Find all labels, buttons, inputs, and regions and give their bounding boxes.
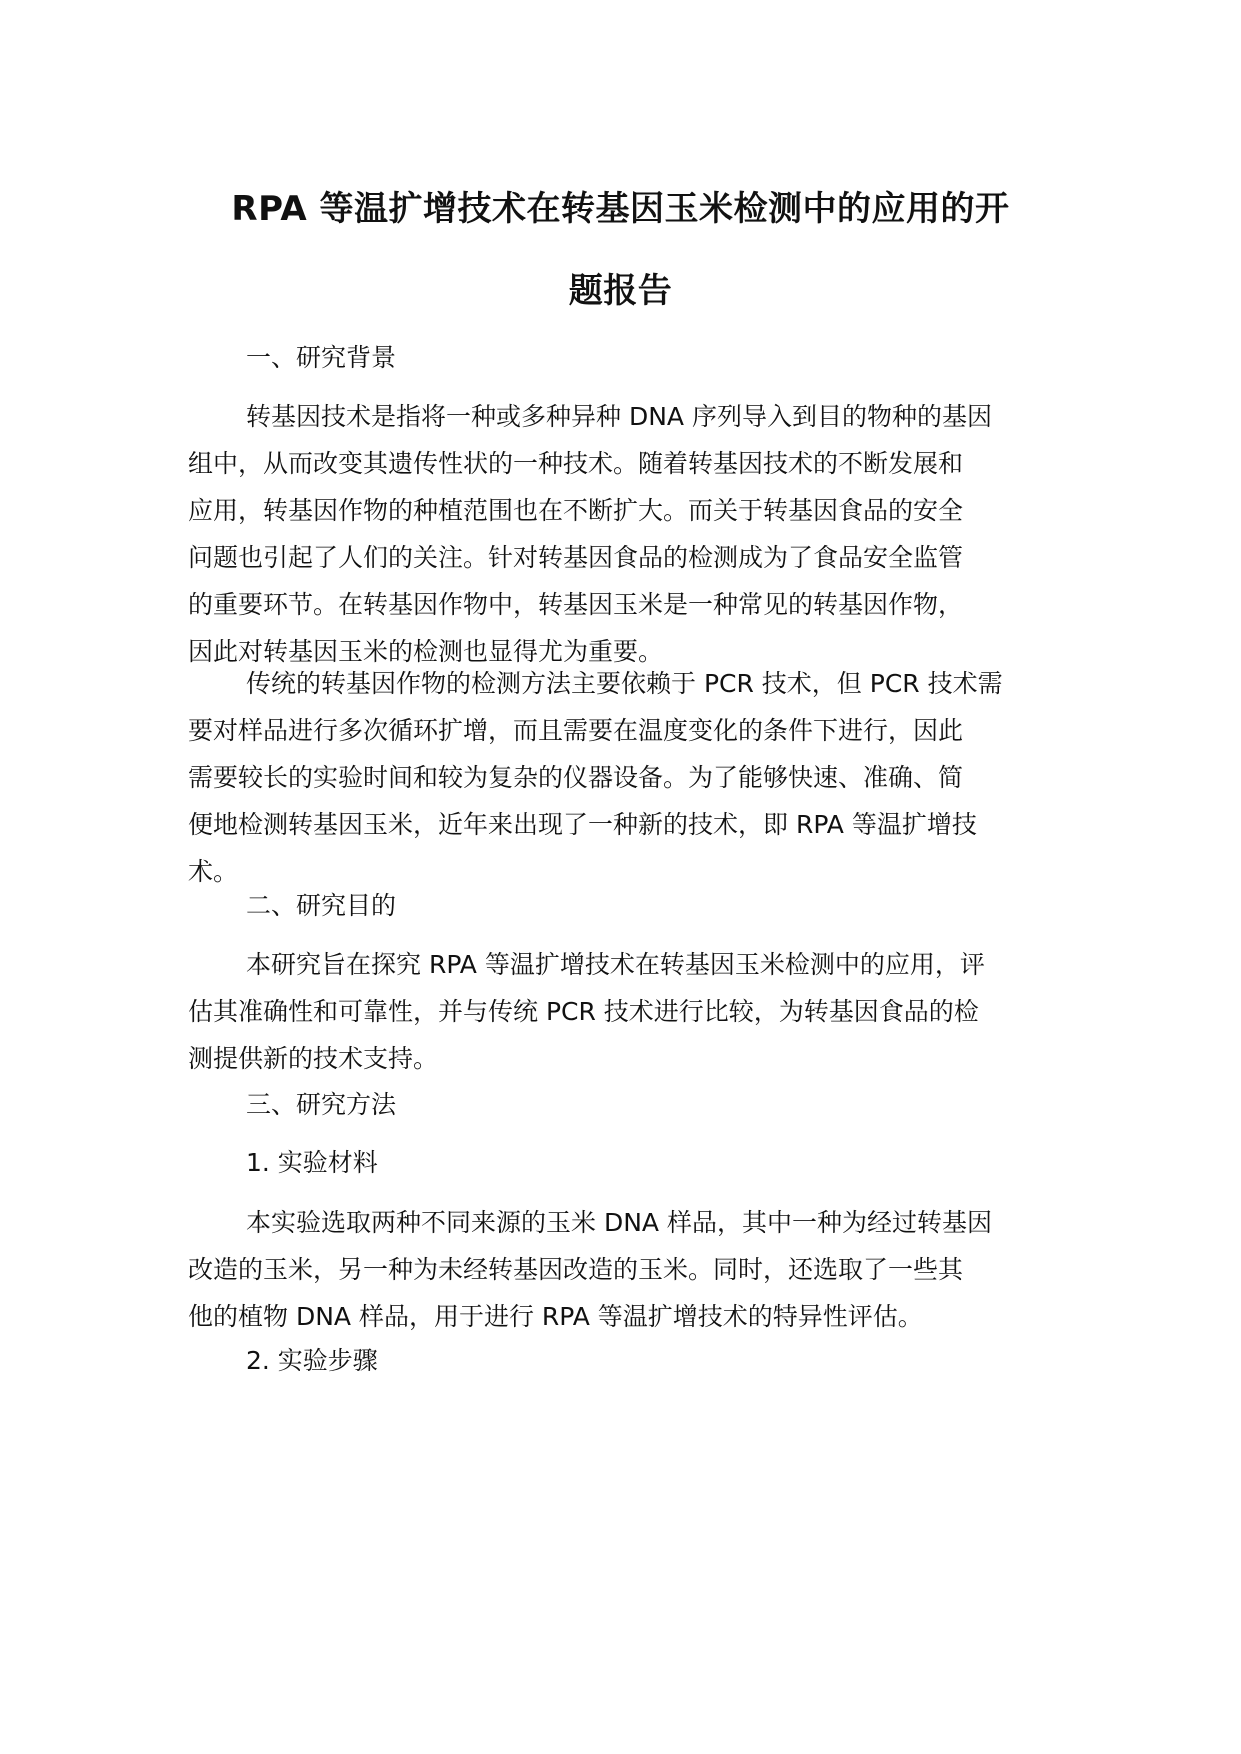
section-heading-purpose: 二、研究目的 xyxy=(246,891,397,920)
text-line: 本实验选取两种不同来源的玉米 DNA 样品，其中一种为经过转基因 xyxy=(246,1208,992,1237)
text-line: 因此对转基因玉米的检测也显得尤为重要。 xyxy=(188,637,664,666)
text-line: 应用，转基因作物的种植范围也在不断扩大。而关于转基因食品的安全 xyxy=(188,496,964,525)
text-line: 转基因技术是指将一种或多种异种 DNA 序列导入到目的物种的基因 xyxy=(246,402,992,431)
text-line: 他的植物 DNA 样品，用于进行 RPA 等温扩增技术的特异性评估。 xyxy=(188,1302,923,1331)
paragraph-materials xyxy=(188,1199,1054,1340)
section-heading-method: 三、研究方法 xyxy=(246,1090,397,1119)
document-title xyxy=(180,168,1061,332)
title-line-2: 题报告 xyxy=(568,271,673,311)
text-line: 估其准确性和可靠性，并与传统 PCR 技术进行比较，为转基因食品的检 xyxy=(188,997,979,1026)
text-line: 便地检测转基因玉米，近年来出现了一种新的技术，即 RPA 等温扩增技 xyxy=(188,810,977,839)
text-line: 传统的转基因作物的检测方法主要依赖于 PCR 技术，但 PCR 技术需 xyxy=(246,669,1003,698)
paragraph-purpose xyxy=(188,941,1054,1082)
paragraph-background-2 xyxy=(188,660,1054,895)
section-heading-background: 一、研究背景 xyxy=(246,343,397,372)
text-line: 本研究旨在探究 RPA 等温扩增技术在转基因玉米检测中的应用，评 xyxy=(246,950,985,979)
text-line: 测提供新的技术支持。 xyxy=(188,1044,439,1073)
text-line: 术。 xyxy=(188,857,239,886)
subsection-heading-materials: 1. 实验材料 xyxy=(246,1148,378,1177)
text-line: 改造的玉米，另一种为未经转基因改造的玉米。同时，还选取了一些其 xyxy=(188,1255,964,1284)
text-line: 要对样品进行多次循环扩增，而且需要在温度变化的条件下进行，因此 xyxy=(188,716,964,745)
text-line: 需要较长的实验时间和较为复杂的仪器设备。为了能够快速、准确、简 xyxy=(188,763,964,792)
subsection-heading-steps: 2. 实验步骤 xyxy=(246,1346,378,1375)
title-line-1: RPA 等温扩增技术在转基因玉米检测中的应用的开 xyxy=(231,189,1010,229)
text-line: 组中，从而改变其遗传性状的一种技术。随着转基因技术的不断发展和 xyxy=(188,449,964,478)
paragraph-background-1 xyxy=(188,393,1054,675)
text-line: 的重要环节。在转基因作物中，转基因玉米是一种常见的转基因作物， xyxy=(188,590,964,619)
text-line: 问题也引起了人们的关注。针对转基因食品的检测成为了食品安全监管 xyxy=(188,543,964,572)
